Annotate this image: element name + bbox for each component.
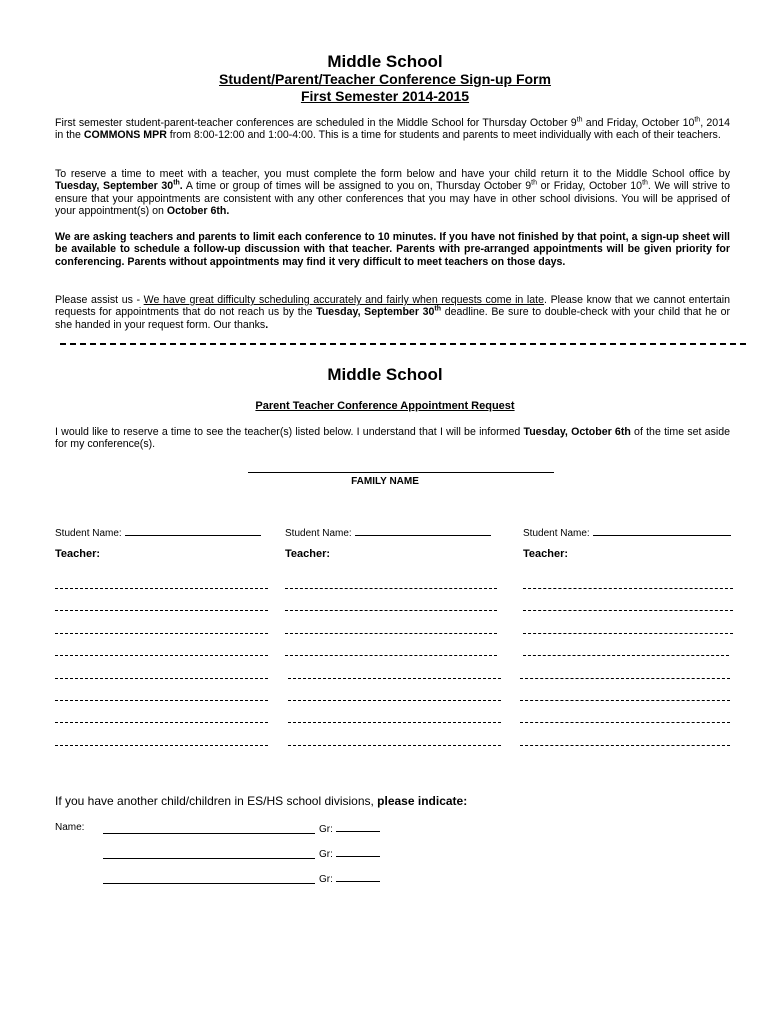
teacher-line[interactable] (55, 588, 268, 589)
teacher-line[interactable] (288, 678, 501, 679)
teacher-line[interactable] (288, 745, 501, 746)
teacher-line[interactable] (55, 745, 268, 746)
request-subtitle: Parent Teacher Conference Appointment Request (255, 400, 515, 412)
teacher-label-2: Teacher: (285, 548, 331, 560)
teacher-line[interactable] (55, 722, 268, 723)
teacher-line[interactable] (520, 722, 730, 723)
teacher-line[interactable] (285, 588, 497, 589)
semester-heading: First Semester 2014-2015 (300, 88, 470, 104)
paragraph-schedule: First semester student-parent-teacher conferences are scheduled in the Middle School for Thursday October 9th and Friday, October 10th, 2014 in the COMMONS MPR from 8:00-12:00 and 1:00-4:00. This is a time for students and parents to meet individually with each of their teachers. (55, 116, 730, 142)
paragraph-reserve: To reserve a time to meet with a teacher, you must complete the form below and have your child return it to the Middle School office by Tuesday, September 30th. A time or group of times will be assigned to you on, Thursday October 9th or Friday, October 10th. We will strive to ensure that your appointments are consistent with any other conferences that you may have in other school divisions. You will be apprised of your appointment(s) on October 6th. (55, 168, 730, 218)
student-name-field-3[interactable] (593, 526, 731, 536)
teacher-line[interactable] (55, 633, 268, 634)
cut-line-divider (60, 343, 746, 345)
family-name-field[interactable] (248, 472, 554, 473)
grade-row-2: Gr: (319, 847, 380, 860)
teacher-label-3: Teacher: (523, 548, 569, 560)
teacher-line[interactable] (285, 610, 497, 611)
sibling-name-field-1[interactable] (103, 833, 315, 834)
teacher-line[interactable] (288, 700, 501, 701)
student-name-field-2[interactable] (355, 526, 491, 536)
siblings-prompt: If you have another child/children in ES/HS school divisions, please indicate: (55, 794, 468, 808)
sibling-name-field-2[interactable] (103, 858, 315, 859)
teacher-line[interactable] (285, 655, 497, 656)
sibling-grade-field-3[interactable] (336, 872, 380, 882)
request-intro: I would like to reserve a time to see the teacher(s) listed below. I understand that I will be informed Tuesday, October 6th of the time set aside for my conference(s). (55, 426, 730, 451)
student-name-field-1[interactable] (125, 526, 261, 536)
form-subtitle: Student/Parent/Teacher Conference Sign-up Form (219, 71, 551, 87)
sibling-name-field-3[interactable] (103, 883, 315, 884)
teacher-line[interactable] (523, 655, 729, 656)
student-name-2: Student Name: (285, 526, 491, 539)
teacher-line[interactable] (523, 588, 733, 589)
teacher-line[interactable] (288, 722, 501, 723)
sibling-grade-field-2[interactable] (336, 847, 380, 857)
family-name-label: FAMILY NAME (351, 476, 419, 487)
request-title: Middle School (327, 365, 443, 384)
student-name-1: Student Name: (55, 526, 261, 539)
page-title: Middle School (327, 52, 443, 71)
teacher-line[interactable] (520, 745, 730, 746)
sibling-name-label: Name: (55, 822, 85, 833)
teacher-line[interactable] (55, 700, 268, 701)
grade-row-1: Gr: (319, 822, 380, 835)
teacher-line[interactable] (523, 610, 733, 611)
teacher-line[interactable] (285, 633, 497, 634)
teacher-line[interactable] (520, 678, 730, 679)
teacher-line[interactable] (55, 678, 268, 679)
sibling-grade-field-1[interactable] (336, 822, 380, 832)
paragraph-assist: Please assist us - We have great difficulty scheduling accurately and fairly when requests come in late. Please know that we cannot entertain requests for appointments that do not reach us by the Tuesday, September 30th deadline. Be sure to double-check with your child that he or she handed in your request form. Our thanks. (55, 294, 730, 331)
teacher-line[interactable] (520, 700, 730, 701)
grade-row-3: Gr: (319, 872, 380, 885)
teacher-label-1: Teacher: (55, 548, 101, 560)
teacher-line[interactable] (55, 655, 268, 656)
paragraph-limit: We are asking teachers and parents to limit each conference to 10 minutes. If you have not finished by that point, a sign-up sheet will be available to schedule a follow-up discussion with that teacher. Parents with pre-arranged appointments will be given priority for conferencing. Parents without appointments may find it very difficult to meet teachers on those days. (55, 231, 730, 268)
student-name-3: Student Name: (523, 526, 731, 539)
teacher-line[interactable] (523, 633, 733, 634)
teacher-line[interactable] (55, 610, 268, 611)
